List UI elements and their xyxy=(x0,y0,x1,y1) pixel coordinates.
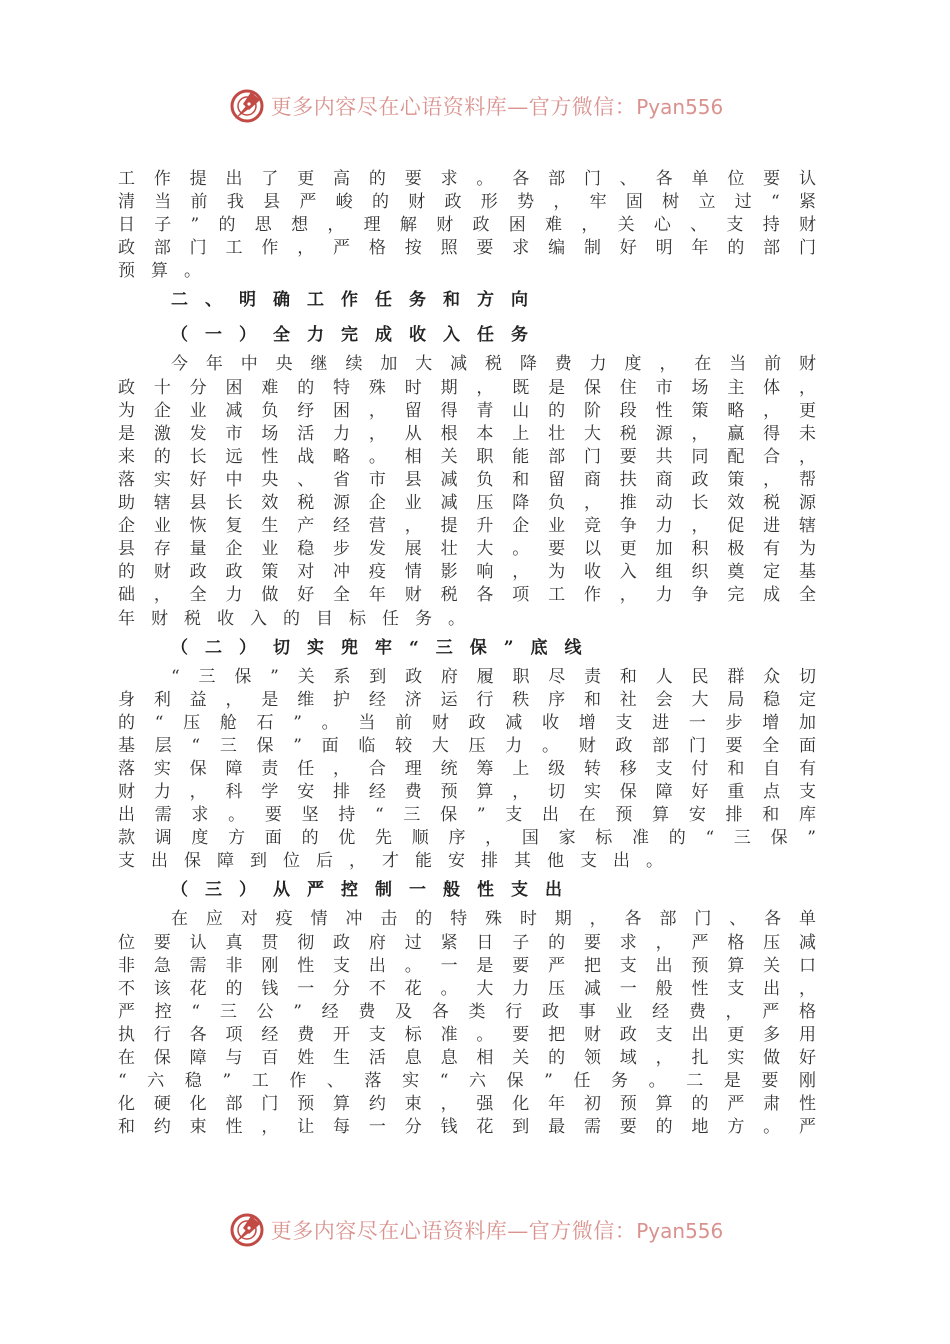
text-line: “三保”关系到政府履职尽责和人民群众切 xyxy=(171,666,816,687)
text-line: 助辖县长效税源企业减压降负，推动长效税源 xyxy=(118,493,816,514)
footer-banner xyxy=(0,1206,950,1254)
text-line: 年财税收入的目标任务。 xyxy=(118,608,481,629)
wechat-id: Pyan556 xyxy=(636,95,724,119)
text-line: 在应对疫情冲击的特殊时期，各部门、各单 xyxy=(171,909,816,930)
pen-nib-logo-icon xyxy=(227,86,267,126)
text-line: 预算。 xyxy=(118,261,217,282)
text-line: 落实好中央、省市县减负和留商扶商政策，帮 xyxy=(118,469,816,490)
text-line: 款调度方面的优先顺序，国家标准的“三保” xyxy=(118,828,816,849)
text-line: “六稳”工作、落实“六保”任务。二是要刚 xyxy=(118,1071,816,1092)
text-line: 政十分困难的特殊时期，既是保住市场主体， xyxy=(118,377,816,398)
text-line: 的“压舱石”。当前财政减收增支进一步增加 xyxy=(118,712,816,733)
text-line: 落实保障责任，合理统筹上级转移支付和自有 xyxy=(118,758,816,779)
subsection-heading: （二）切实兜牢“三保”底线 xyxy=(171,637,599,658)
header-banner xyxy=(0,82,950,130)
section-heading: 二、明确工作任务和方向 xyxy=(171,290,545,311)
text-line: 在保障与百姓生活息息相关的领域，扎实做好 xyxy=(118,1048,816,1068)
text-line: 化硬化部门预算约束，强化年初预算的严肃性 xyxy=(118,1094,816,1115)
text-line: 础，全力做好全年财税各项工作，力争完成全 xyxy=(118,585,816,606)
wechat-id: Pyan556 xyxy=(636,1219,724,1243)
text-line: 财力，科学安排经费预算，切实保障好重点支 xyxy=(118,782,816,803)
text-line: 位要认真贯彻政府过紧日子的要求，严格压减 xyxy=(118,932,816,953)
subsection-heading: （一）全力完成收入任务 xyxy=(171,325,545,346)
banner-text: 更多内容尽在心语资料库—官方微信：Pyan556 xyxy=(270,95,724,119)
text-line: 和约束性，让每一分钱花到最需要的地方。严 xyxy=(118,1117,816,1138)
subsection-heading: （三）从严控制一般性支出 xyxy=(171,880,579,901)
text-line: 来的长远性战略。相关职能部门要共同配合， xyxy=(118,446,816,467)
text-line: 出需求。要坚持“三保”支出在预算安排和库 xyxy=(118,805,816,826)
text-line: 不该花的钱一分不花。大力压减一般性支出， xyxy=(118,978,816,999)
text-line: 严控“三公”经费及各类行政事业经费，严格 xyxy=(118,1001,816,1022)
text-line: 企业恢复生产经营，提升企业竞争力，促进辖 xyxy=(118,516,816,537)
text-line: 身利益，是维护经济运行秩序和社会大局稳定 xyxy=(118,689,816,710)
text-line: 县存量企业稳步发展壮大。要以更加积极有为 xyxy=(118,539,816,560)
pen-nib-logo-icon xyxy=(227,1210,267,1250)
text-line: 非急需非刚性支出。一是要严把支出预算关口 xyxy=(118,955,816,976)
text-line: 为企业减负纾困，留得青山的阶段性策略，更 xyxy=(118,400,816,421)
text-line: 政部门工作，严格按照要求编制好明年的部门 xyxy=(118,238,816,259)
document-body xyxy=(118,168,816,1139)
text-line: 是激发市场活力，从根本上壮大税源，赢得未 xyxy=(118,423,816,444)
text-line: 基层“三保”面临较大压力。财政部门要全面 xyxy=(118,735,816,756)
text-line: 日子”的思想，理解财政困难，关心、支持财 xyxy=(118,215,816,236)
text-line: 支出保障到位后，才能安排其他支出。 xyxy=(118,851,679,872)
text-line: 的财政政策对冲疫情影响，为收入组织奠定基 xyxy=(118,562,816,583)
banner-text: 更多内容尽在心语资料库—官方微信：Pyan556 xyxy=(270,1219,724,1243)
text-line: 执行各项经费开支标准。要把财政支出更多用 xyxy=(118,1024,816,1045)
text-line: 今年中央继续加大减税降费力度，在当前财 xyxy=(171,354,816,375)
text-line: 清当前我县严峻的财政形势，牢固树立过“紧 xyxy=(118,192,816,213)
text-line: 工作提出了更高的要求。各部门、各单位要认 xyxy=(118,169,816,189)
